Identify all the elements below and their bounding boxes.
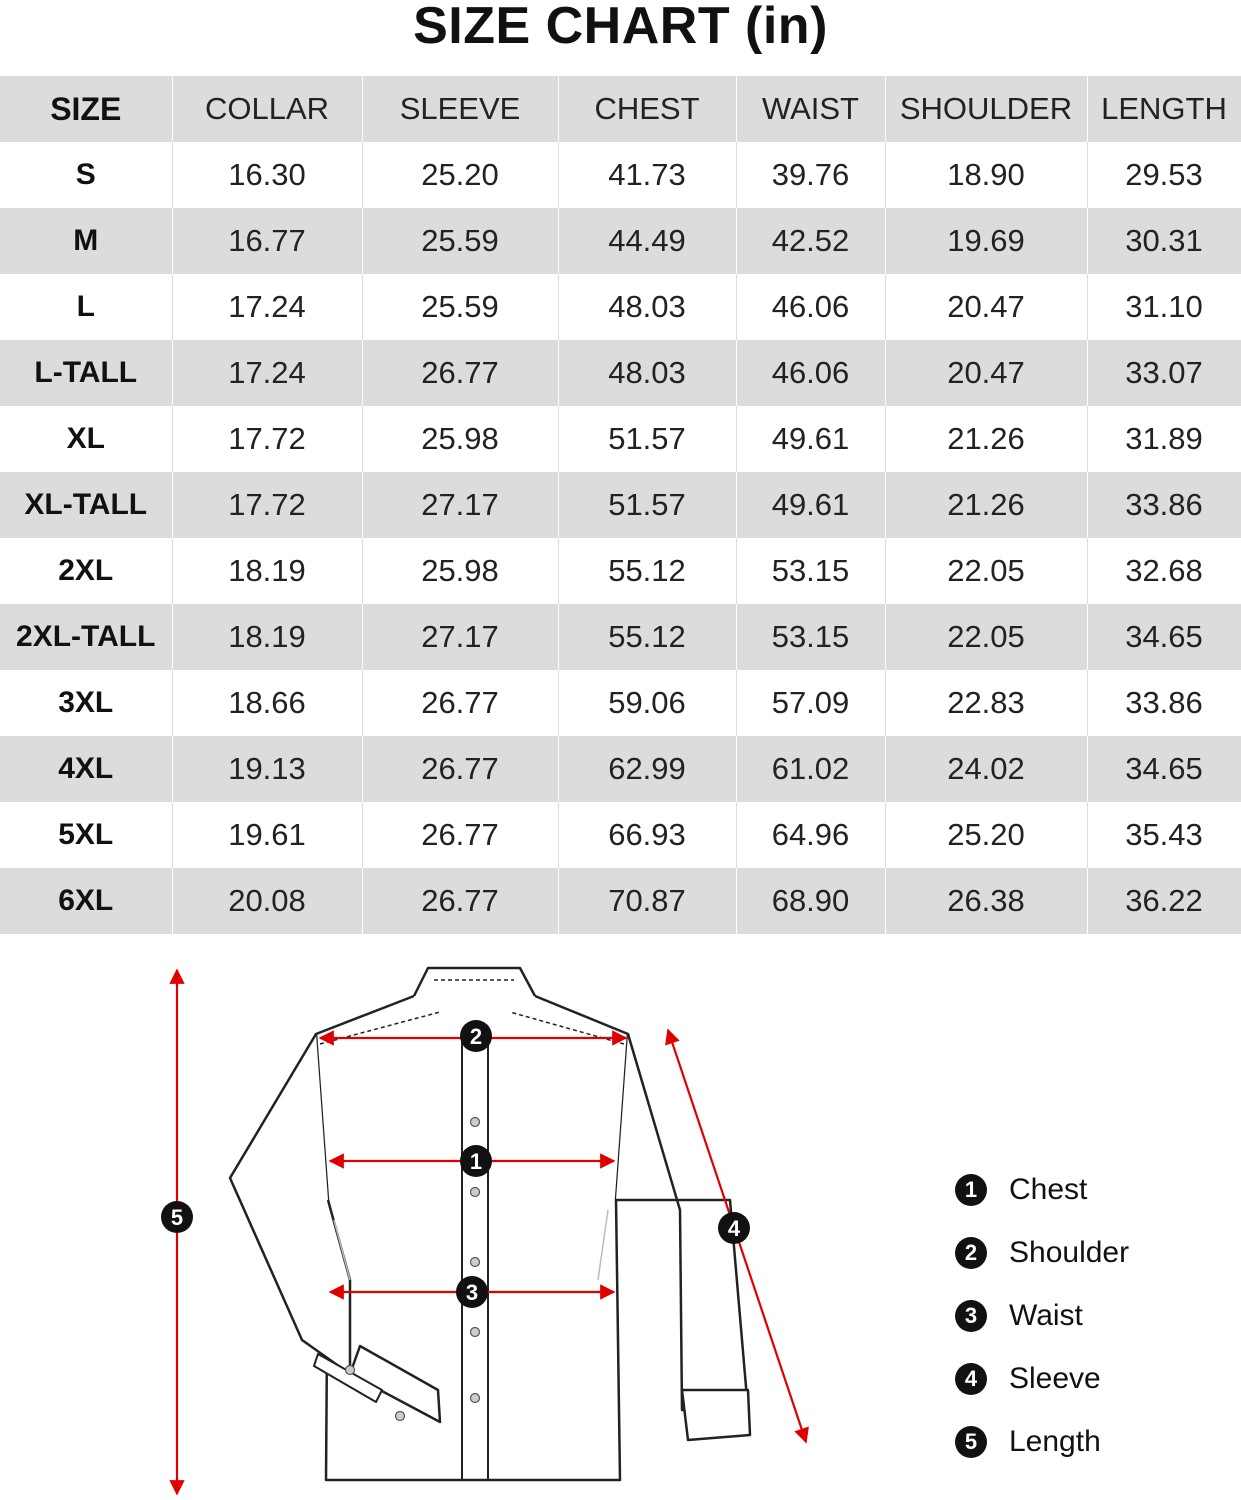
- cell-size: L-TALL: [0, 340, 172, 406]
- header-waist: WAIST: [736, 76, 885, 142]
- measurement-legend: [955, 1158, 1235, 1473]
- cell-collar: 17.72: [172, 472, 362, 538]
- cell-chest: 59.06: [558, 670, 736, 736]
- cell-waist: 61.02: [736, 736, 885, 802]
- cell-length: 33.07: [1087, 340, 1241, 406]
- cell-length: 31.89: [1087, 406, 1241, 472]
- cell-sleeve: 26.77: [362, 736, 558, 802]
- header-length: LENGTH: [1087, 76, 1241, 142]
- cell-size: S: [0, 142, 172, 208]
- cell-length: 31.10: [1087, 274, 1241, 340]
- cell-shoulder: 20.47: [885, 340, 1087, 406]
- cell-sleeve: 26.77: [362, 670, 558, 736]
- cell-length: 32.68: [1087, 538, 1241, 604]
- header-size: SIZE: [0, 76, 172, 142]
- svg-text:2: 2: [469, 1024, 483, 1049]
- cell-size: 2XL: [0, 538, 172, 604]
- cell-waist: 46.06: [736, 340, 885, 406]
- cell-waist: 57.09: [736, 670, 885, 736]
- cell-chest: 48.03: [558, 340, 736, 406]
- cell-collar: 18.19: [172, 604, 362, 670]
- cell-collar: 18.19: [172, 538, 362, 604]
- cell-collar: 18.66: [172, 670, 362, 736]
- header-collar: COLLAR: [172, 76, 362, 142]
- cell-collar: 19.61: [172, 802, 362, 868]
- svg-text:1: 1: [469, 1149, 483, 1174]
- table-header-row: [0, 76, 1241, 142]
- legend-item-waist: [955, 1284, 1235, 1347]
- cell-sleeve: 25.98: [362, 406, 558, 472]
- legend-label: Chest: [1009, 1172, 1088, 1206]
- cell-waist: 53.15: [736, 538, 885, 604]
- table-row: [0, 208, 1241, 274]
- cell-shoulder: 22.83: [885, 670, 1087, 736]
- cell-shoulder: 22.05: [885, 604, 1087, 670]
- legend-label: Waist: [1009, 1298, 1083, 1332]
- cell-collar: 16.30: [172, 142, 362, 208]
- marker-chest: [460, 1145, 492, 1177]
- legend-label: Sleeve: [1009, 1361, 1101, 1395]
- cell-chest: 41.73: [558, 142, 736, 208]
- cell-length: 30.31: [1087, 208, 1241, 274]
- cell-waist: 39.76: [736, 142, 885, 208]
- cell-collar: 20.08: [172, 868, 362, 934]
- legend-number: 2: [955, 1237, 987, 1269]
- cell-sleeve: 25.59: [362, 274, 558, 340]
- cell-length: 35.43: [1087, 802, 1241, 868]
- cell-sleeve: 25.59: [362, 208, 558, 274]
- cell-waist: 49.61: [736, 472, 885, 538]
- cell-shoulder: 21.26: [885, 406, 1087, 472]
- legend-number: 3: [955, 1300, 987, 1332]
- cell-shoulder: 18.90: [885, 142, 1087, 208]
- cell-size: M: [0, 208, 172, 274]
- cell-size: L: [0, 274, 172, 340]
- legend-label: Shoulder: [1009, 1235, 1130, 1269]
- table-row: [0, 670, 1241, 736]
- cell-waist: 42.52: [736, 208, 885, 274]
- cell-sleeve: 26.77: [362, 340, 558, 406]
- table-row: [0, 142, 1241, 208]
- legend-number: 4: [955, 1363, 987, 1395]
- marker-shoulder: [460, 1020, 492, 1052]
- cell-shoulder: 20.47: [885, 274, 1087, 340]
- cell-sleeve: 27.17: [362, 604, 558, 670]
- cell-length: 33.86: [1087, 472, 1241, 538]
- shirt-diagram: [150, 950, 830, 1500]
- cell-shoulder: 22.05: [885, 538, 1087, 604]
- cell-sleeve: 26.77: [362, 802, 558, 868]
- page-title: SIZE CHART (in): [413, 0, 828, 55]
- cell-shoulder: 25.20: [885, 802, 1087, 868]
- cell-waist: 64.96: [736, 802, 885, 868]
- table-row: [0, 538, 1241, 604]
- marker-sleeve: [718, 1212, 750, 1244]
- cell-waist: 53.15: [736, 604, 885, 670]
- svg-text:4: 4: [727, 1216, 741, 1241]
- table-row: [0, 340, 1241, 406]
- cell-chest: 44.49: [558, 208, 736, 274]
- legend-number: 1: [955, 1174, 987, 1206]
- legend-item-sleeve: [955, 1347, 1235, 1410]
- cell-chest: 62.99: [558, 736, 736, 802]
- marker-waist: [456, 1276, 488, 1308]
- cell-size: 3XL: [0, 670, 172, 736]
- cell-shoulder: 21.26: [885, 472, 1087, 538]
- legend-item-length: [955, 1410, 1235, 1473]
- cell-chest: 48.03: [558, 274, 736, 340]
- cell-chest: 70.87: [558, 868, 736, 934]
- cell-collar: 17.24: [172, 274, 362, 340]
- cell-size: 4XL: [0, 736, 172, 802]
- cell-shoulder: 24.02: [885, 736, 1087, 802]
- cell-chest: 51.57: [558, 472, 736, 538]
- table-row: [0, 802, 1241, 868]
- cell-sleeve: 25.20: [362, 142, 558, 208]
- legend-item-shoulder: [955, 1221, 1235, 1284]
- svg-text:3: 3: [465, 1280, 479, 1305]
- table-row: [0, 604, 1241, 670]
- cell-length: 34.65: [1087, 736, 1241, 802]
- cell-size: 5XL: [0, 802, 172, 868]
- cell-chest: 55.12: [558, 604, 736, 670]
- table-row: [0, 274, 1241, 340]
- table-row: [0, 406, 1241, 472]
- cell-length: 29.53: [1087, 142, 1241, 208]
- cell-length: 33.86: [1087, 670, 1241, 736]
- cell-size: XL: [0, 406, 172, 472]
- cell-shoulder: 26.38: [885, 868, 1087, 934]
- table-row: [0, 736, 1241, 802]
- cell-collar: 19.13: [172, 736, 362, 802]
- cell-size: 6XL: [0, 868, 172, 934]
- cell-shoulder: 19.69: [885, 208, 1087, 274]
- cell-sleeve: 25.98: [362, 538, 558, 604]
- cell-waist: 68.90: [736, 868, 885, 934]
- legend-item-chest: [955, 1158, 1235, 1221]
- cell-collar: 17.72: [172, 406, 362, 472]
- legend-number: 5: [955, 1426, 987, 1458]
- table-row: [0, 472, 1241, 538]
- cell-sleeve: 26.77: [362, 868, 558, 934]
- cell-chest: 51.57: [558, 406, 736, 472]
- cell-chest: 55.12: [558, 538, 736, 604]
- cell-chest: 66.93: [558, 802, 736, 868]
- cell-collar: 17.24: [172, 340, 362, 406]
- legend-label: Length: [1009, 1424, 1101, 1458]
- cell-length: 36.22: [1087, 868, 1241, 934]
- cell-size: XL-TALL: [0, 472, 172, 538]
- cell-collar: 16.77: [172, 208, 362, 274]
- header-chest: CHEST: [558, 76, 736, 142]
- cell-waist: 46.06: [736, 274, 885, 340]
- header-shoulder: SHOULDER: [885, 76, 1087, 142]
- table-row: [0, 868, 1241, 934]
- cell-size: 2XL-TALL: [0, 604, 172, 670]
- cell-length: 34.65: [1087, 604, 1241, 670]
- marker-length: [161, 1201, 193, 1233]
- size-chart-table: [0, 76, 1241, 934]
- header-sleeve: SLEEVE: [362, 76, 558, 142]
- cell-sleeve: 27.17: [362, 472, 558, 538]
- svg-text:5: 5: [170, 1205, 184, 1230]
- cell-waist: 49.61: [736, 406, 885, 472]
